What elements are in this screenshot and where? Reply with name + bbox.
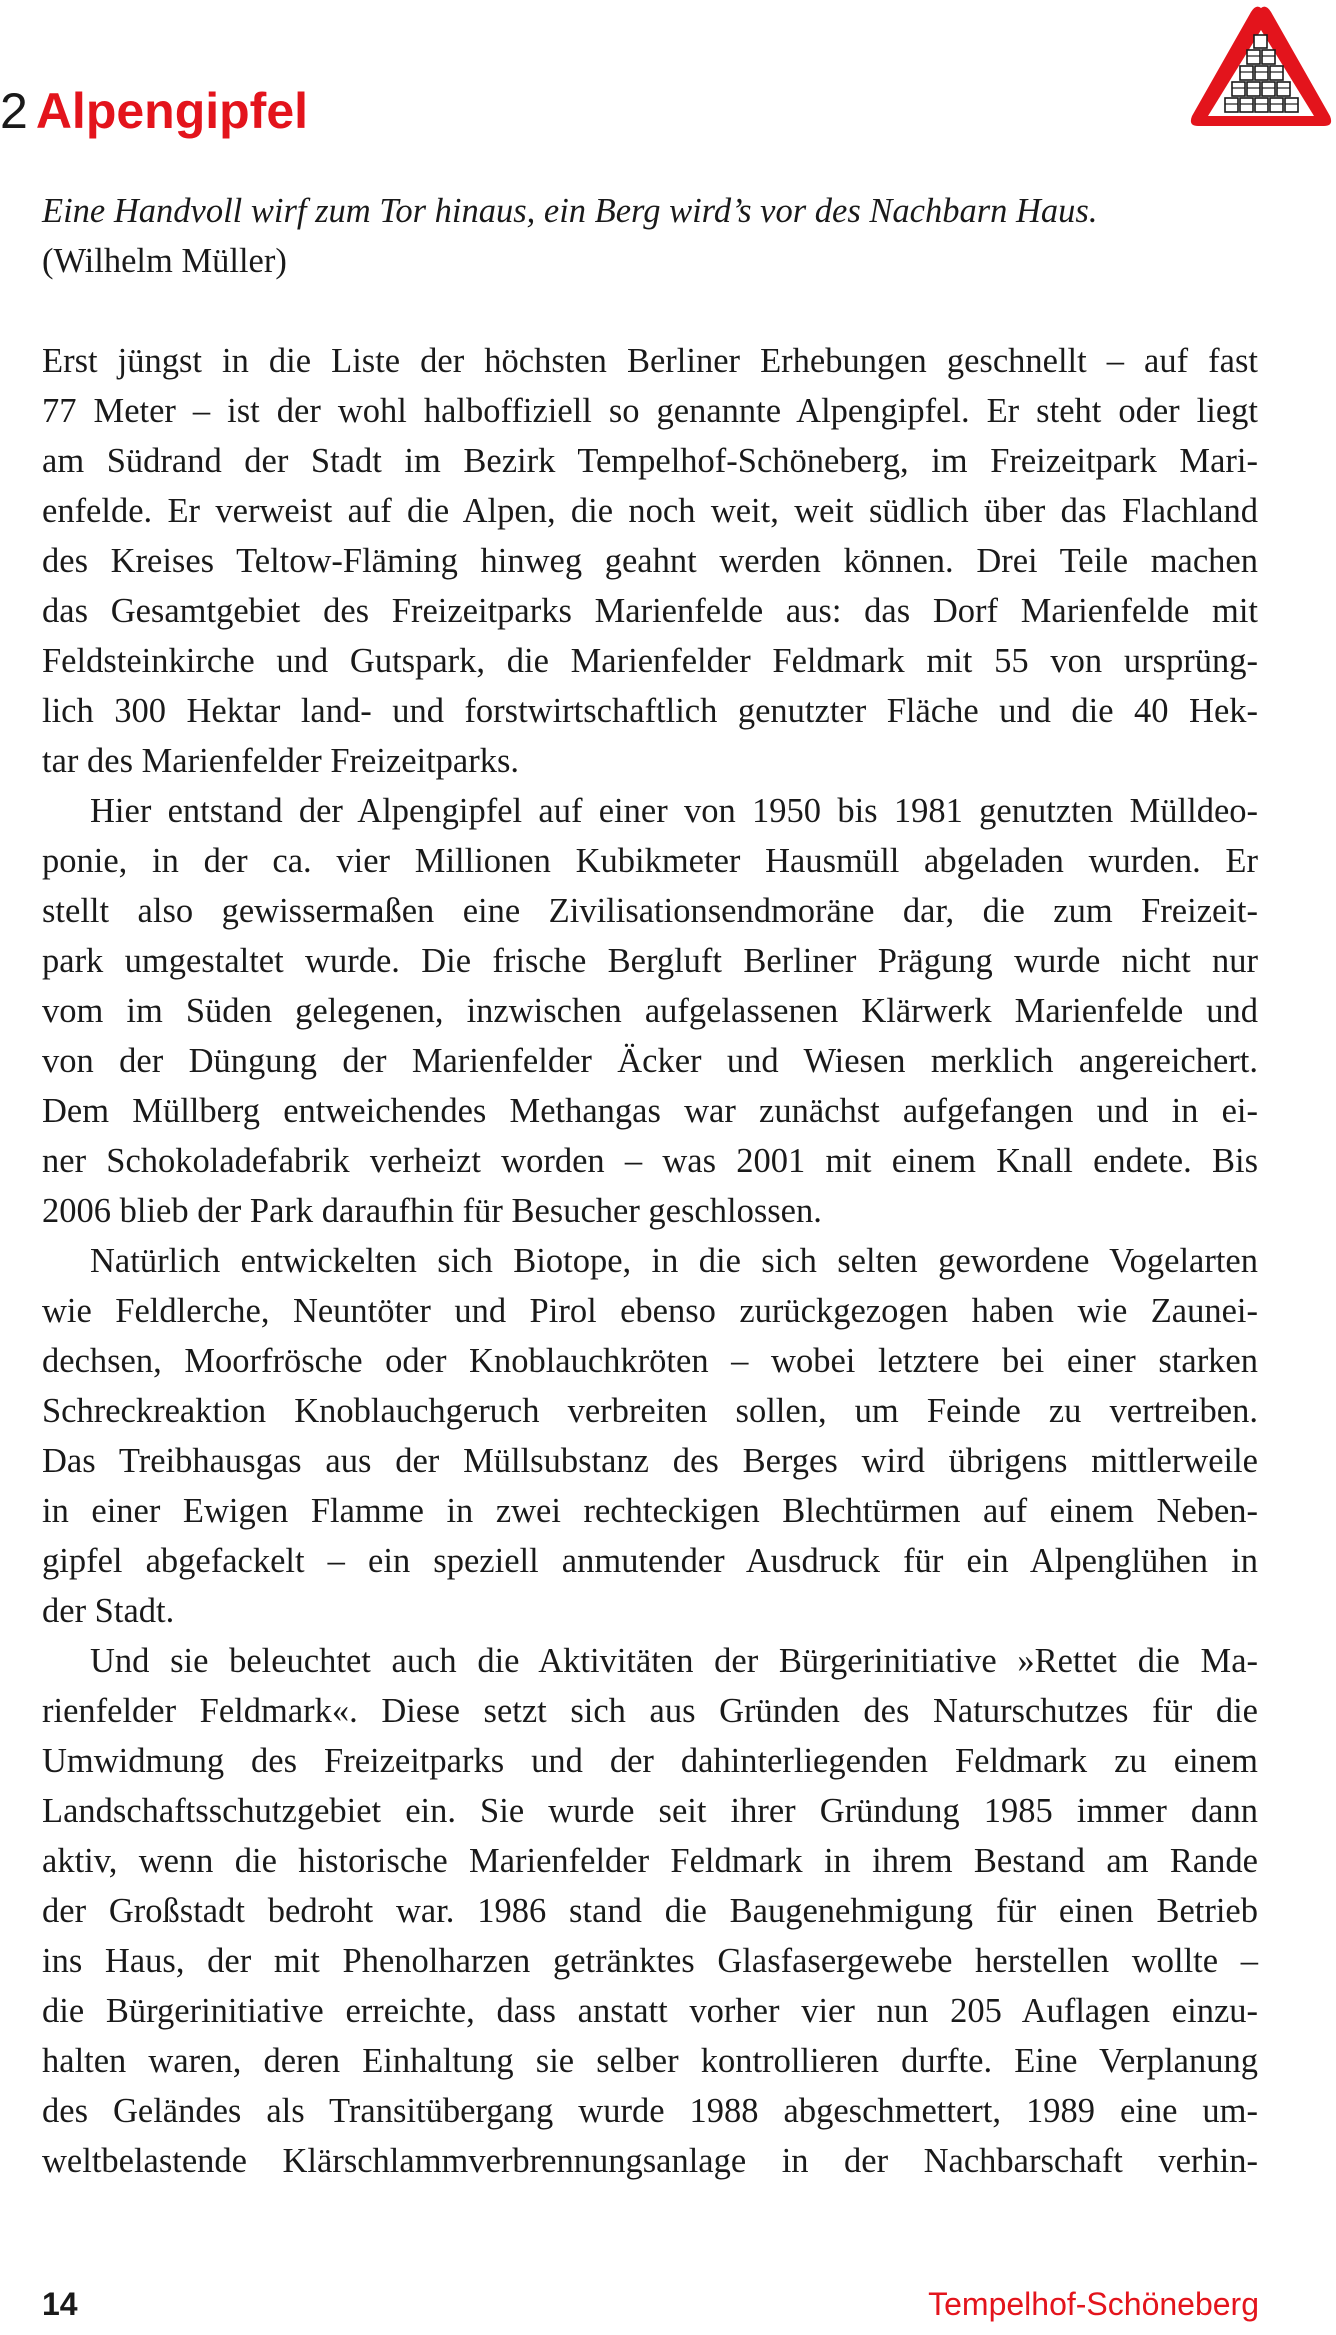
paragraph-2 — [42, 786, 1258, 1236]
text-line: der Großstadt bedroht war. 1986 stand die Baugenehmigung für einen Betrieb — [42, 1892, 1258, 1930]
text-line: rienfelder Feldmark«. Diese setzt sich aus Gründen des Naturschutzes für die — [42, 1692, 1258, 1730]
text-line: gipfel abgefackelt – ein speziell anmutender Ausdruck für ein Alpenglühen in — [42, 1542, 1258, 1580]
motto-quote: Eine Handvoll wirf zum Tor hinaus, ein Berg wird’s vor des Nachbarn Haus. — [42, 192, 1098, 230]
text-line: park umgestaltet wurde. Die frische Bergluft Berliner Prägung wurde nicht nur — [42, 942, 1258, 980]
text-line: Das Treibhausgas aus der Müllsubstanz des Berges wird übrigens mittlerweile — [42, 1442, 1258, 1480]
text-line: Schreckreaktion Knoblauchgeruch verbreiten sollen, um Feinde zu vertreiben. — [42, 1392, 1258, 1430]
text-line: das Gesamtgebiet des Freizeitparks Marienfelde aus: das Dorf Marienfelde mit — [42, 592, 1258, 630]
text-line: des Geländes als Transitübergang wurde 1988 abgeschmettert, 1989 eine um- — [42, 2092, 1258, 2130]
text-line: tar des Marienfelder Freizeitparks. — [42, 742, 520, 780]
paragraph-3 — [42, 1236, 1258, 1636]
text-line: die Bürgerinitiative erreichte, dass anstatt vorher vier nun 205 Auflagen einzu- — [42, 1992, 1258, 2030]
text-line: weltbelastende Klärschlammverbrennungsanlage in der Nachbarschaft verhin- — [42, 2142, 1258, 2180]
text-line: der Stadt. — [42, 1592, 175, 1630]
chapter-number: 2 — [0, 83, 28, 139]
running-footer: Tempelhof-Schöneberg — [928, 2286, 1259, 2322]
text-line: Erst jüngst in die Liste der höchsten Berliner Erhebungen geschnellt – auf fast — [42, 342, 1258, 380]
body-text — [42, 336, 1258, 2186]
text-line: ner Schokoladefabrik verheizt worden – was 2001 mit einem Knall endete. Bis — [42, 1142, 1258, 1180]
text-line: Dem Müllberg entweichendes Methangas war zunächst aufgefangen und in ei- — [42, 1092, 1258, 1130]
text-line: dechsen, Moorfrösche oder Knoblauchkröten – wobei letztere bei einer starken — [42, 1342, 1258, 1380]
text-line: am Südrand der Stadt im Bezirk Tempelhof-Schöneberg, im Freizeitpark Mari- — [42, 442, 1258, 480]
text-line: enfelde. Er verweist auf die Alpen, die noch weit, weit südlich über das Flachland — [42, 492, 1258, 530]
text-line: Feldsteinkirche und Gutspark, die Marienfelder Feldmark mit 55 von ursprüng- — [42, 642, 1258, 680]
text-line: aktiv, wenn die historische Marienfelder Feldmark in ihrem Bestand am Rande — [42, 1842, 1258, 1880]
text-line: Landschaftsschutzgebiet ein. Sie wurde seit ihrer Gründung 1985 immer dann — [42, 1792, 1258, 1830]
chapter-heading — [0, 76, 308, 146]
text-line: Und sie beleuchtet auch die Aktivitäten der Bürgerinitiative »Rettet die Ma- — [90, 1642, 1258, 1680]
text-line: ponie, in der ca. vier Millionen Kubikmeter Hausmüll abgeladen wurden. Er — [42, 842, 1258, 880]
text-line: ins Haus, der mit Phenolharzen getränktes Glasfasergewebe herstellen wollte – — [42, 1942, 1258, 1980]
chapter-title: Alpengipfel — [35, 83, 309, 139]
text-line: von der Düngung der Marienfelder Äcker und Wiesen merklich angereichert. — [42, 1042, 1258, 1080]
text-line: stellt also gewissermaßen eine Zivilisationsendmoräne dar, die zum Freizeit- — [42, 892, 1258, 930]
text-line: wie Feldlerche, Neuntöter und Pirol ebenso zurückgezogen haben wie Zaunei- — [42, 1292, 1258, 1330]
text-line: Hier entstand der Alpengipfel auf einer von 1950 bis 1981 genutzten Mülldeo- — [90, 792, 1258, 830]
text-line: 2006 blieb der Park daraufhin für Besucher geschlossen. — [42, 1192, 822, 1230]
text-line: des Kreises Teltow-Fläming hinweg geahnt werden können. Drei Teile machen — [42, 542, 1258, 580]
text-line: lich 300 Hektar land- und forstwirtschaftlich genutzter Fläche und die 40 Hek- — [42, 692, 1258, 730]
text-line: Umwidmung des Freizeitparks und der dahinterliegenden Feldmark zu einem — [42, 1742, 1258, 1780]
motto-author: (Wilhelm Müller) — [42, 242, 287, 280]
paragraph-4 — [42, 1636, 1258, 2186]
text-line: halten waren, deren Einhaltung sie selber kontrollieren durfte. Eine Verplanung — [42, 2042, 1258, 2080]
text-line: vom im Süden gelegenen, inzwischen aufgelassenen Klärwerk Marienfelde und — [42, 992, 1258, 1030]
text-line: 77 Meter – ist der wohl halboffiziell so genannte Alpengipfel. Er steht oder liegt — [42, 392, 1258, 430]
text-line: in einer Ewigen Flamme in zwei rechteckigen Blechtürmen auf einem Neben- — [42, 1492, 1258, 1530]
paragraph-1 — [42, 336, 1258, 786]
page-footer — [0, 2284, 1336, 2328]
page-number: 14 — [42, 2286, 78, 2322]
warning-triangle-icon — [1186, 0, 1336, 132]
text-line: Natürlich entwickelten sich Biotope, in die sich selten gewordene Vogelarten — [90, 1242, 1258, 1280]
chapter-motto — [42, 186, 1262, 286]
